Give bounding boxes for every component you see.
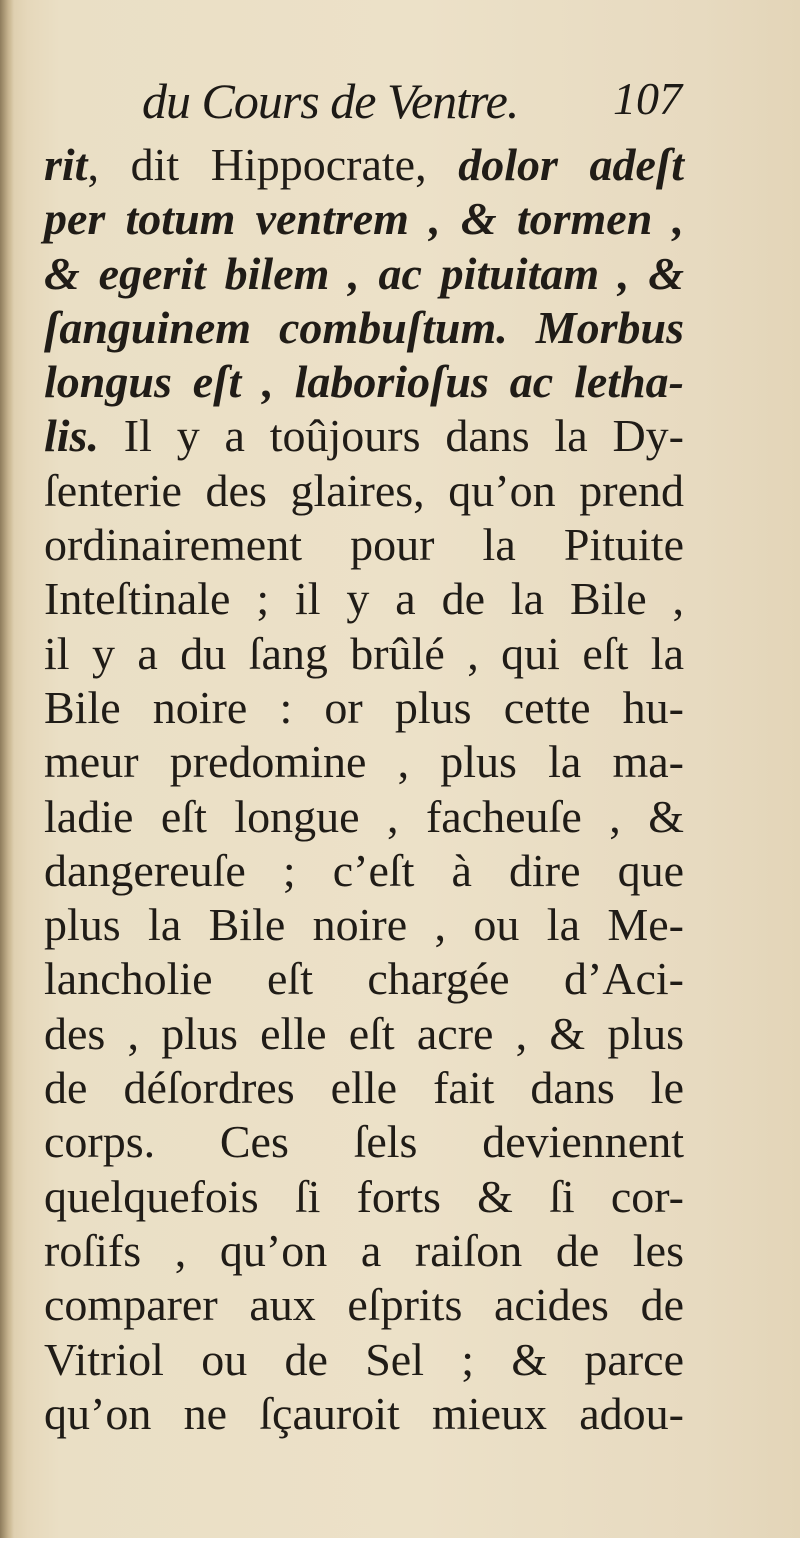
text-line-23: Vitriol ou de Sel ; & parce xyxy=(44,1333,684,1385)
text-line-24: qu’on ne ſçauroit mieux adou- xyxy=(44,1387,684,1439)
page-number: 107 xyxy=(613,73,682,124)
text-line-3: & egerit bilem , ac pituitam , & xyxy=(44,247,684,299)
text-line-1: rit, dit Hippocrate, dolor adeſt xyxy=(44,139,684,190)
text-line-13: ladie eſt longue , facheuſe , & xyxy=(44,790,684,842)
text-line-9: Inteſtinale ; il y a de la Bile , xyxy=(44,573,684,625)
text-line-22: comparer aux eſprits acides de xyxy=(44,1279,684,1331)
running-title: du Cours de Ventre. xyxy=(142,73,519,129)
body-text xyxy=(44,138,684,1441)
text-line-12: meur predomine , plus la ma- xyxy=(44,736,684,788)
page-gutter-shadow xyxy=(0,0,14,1544)
text-line-8: ordinairement pour la Pituite xyxy=(44,519,684,571)
text-line-19: corps. Ces ſels deviennent xyxy=(44,1116,684,1168)
text-line-2: per totum ventrem , & tormen , xyxy=(44,193,684,245)
text-line-10: il y a du ſang brûlé , qui eſt la xyxy=(44,627,684,679)
text-line-11: Bile noire : or plus cette hu- xyxy=(44,681,684,733)
text-line-15: plus la Bile noire , ou la Me- xyxy=(44,899,684,951)
text-line-4: ſanguinem combuſtum. Morbus xyxy=(44,301,684,353)
page-header xyxy=(142,72,682,132)
text-line-21: roſifs , qu’on a raiſon de les xyxy=(44,1224,684,1276)
text-line-6: lis. Il y a toûjours dans la Dy- xyxy=(44,410,684,462)
text-line-20: quelquefois ſi forts & ſi cor- xyxy=(44,1170,684,1222)
text-line-7: ſenterie des glaires, qu’on prend xyxy=(44,464,684,516)
text-line-5: longus eſt , laborioſus ac letha- xyxy=(44,356,684,408)
text-line-16: lancholie eſt chargée d’Aci- xyxy=(44,953,684,1005)
page-bottom-edge xyxy=(0,1538,800,1544)
text-line-17: des , plus elle eſt acre , & plus xyxy=(44,1007,684,1059)
text-line-18: de déſordres elle fait dans le xyxy=(44,1062,684,1114)
text-line-14: dangereuſe ; c’eſt à dire que xyxy=(44,844,684,896)
